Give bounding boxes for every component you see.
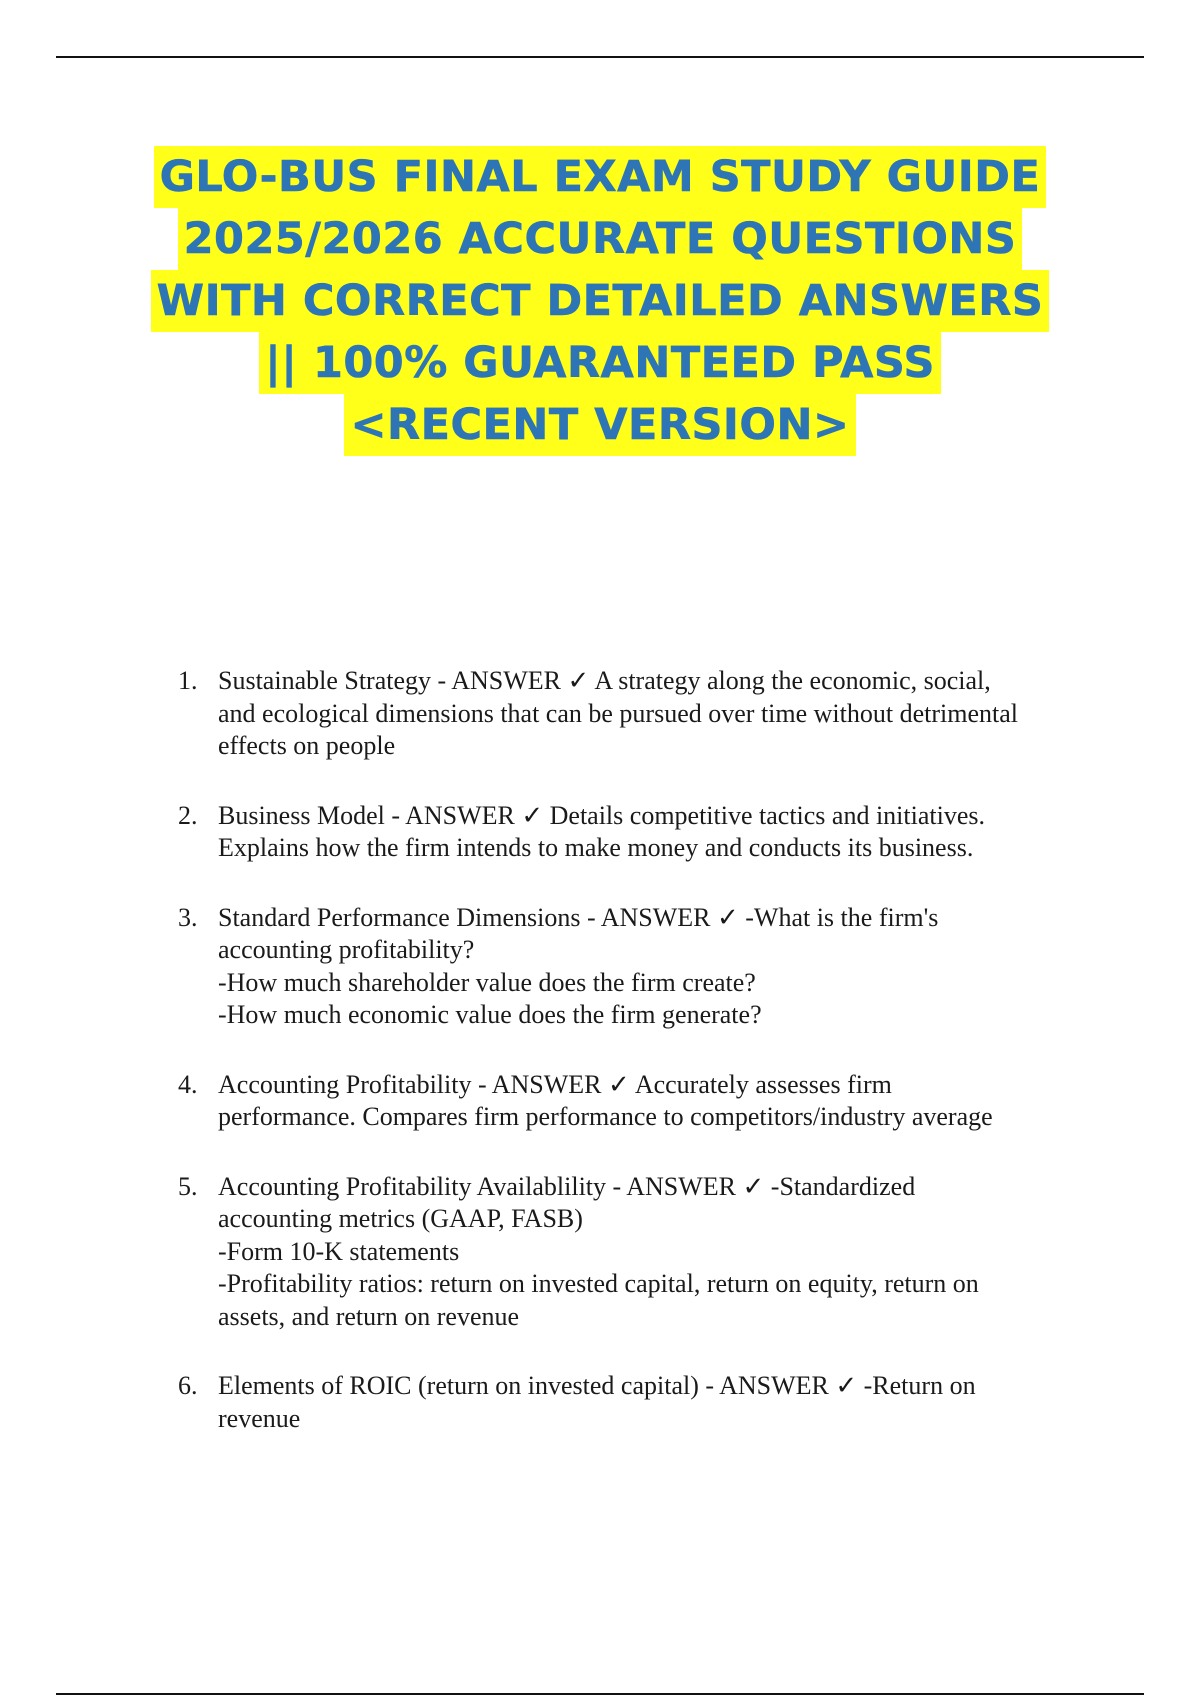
- item-text: [218, 665, 1098, 763]
- item-text: [218, 902, 1098, 1032]
- item-number: 2.: [178, 800, 198, 830]
- item-line: -How much shareholder value does the firm create?: [218, 967, 756, 997]
- item-line: and ecological dimensions that can be pursued over time without detrimental: [218, 698, 1018, 728]
- item-line: performance. Compares firm performance to competitors/industry average: [218, 1102, 993, 1131]
- title-line-4: || 100% GUARANTEED PASS: [259, 332, 941, 394]
- item-line: Sustainable Strategy - ANSWER ✓ A strategy along the economic, social,: [218, 666, 991, 695]
- list-item: [178, 1171, 1098, 1334]
- title-line-2: 2025/2026 ACCURATE QUESTIONS: [178, 208, 1023, 270]
- list-item: [178, 1069, 1098, 1134]
- item-number: 5.: [178, 1171, 198, 1201]
- list-item: [178, 902, 1098, 1032]
- item-line: -Profitability ratios: return on invested capital, return on equity, return on: [218, 1269, 979, 1298]
- item-line: accounting metrics (GAAP, FASB): [218, 1204, 583, 1233]
- item-line: revenue: [218, 1403, 301, 1433]
- item-text: [218, 1370, 1098, 1435]
- item-number: 3.: [178, 902, 198, 932]
- list-item: [178, 800, 1098, 865]
- list-item: [178, 665, 1098, 763]
- item-line: -Form 10-K statements: [218, 1236, 460, 1266]
- item-line: Elements of ROIC (return on invested capital) - ANSWER ✓ -Return on: [218, 1371, 976, 1400]
- title-line-3: WITH CORRECT DETAILED ANSWERS: [151, 270, 1050, 332]
- item-number: 4.: [178, 1069, 198, 1099]
- document-title: [60, 146, 1140, 456]
- item-text: [218, 1069, 1098, 1134]
- item-text: [218, 1171, 1098, 1334]
- item-line: accounting profitability?: [218, 935, 475, 964]
- question-answer-list: [178, 665, 1098, 1472]
- item-text: [218, 800, 1098, 865]
- item-line: assets, and return on revenue: [218, 1301, 520, 1331]
- item-number: 6.: [178, 1371, 198, 1400]
- item-number: 1.: [178, 666, 198, 695]
- item-line: Explains how the firm intends to make money and conducts its business.: [218, 833, 974, 862]
- title-line-1: GLO-BUS FINAL EXAM STUDY GUIDE: [154, 146, 1047, 208]
- item-line: Accounting Profitability Availablility - ANSWER ✓ -Standardized: [218, 1171, 916, 1201]
- item-line: Accounting Profitability - ANSWER ✓ Accurately assesses firm: [218, 1069, 892, 1099]
- item-line: effects on people: [218, 731, 396, 760]
- item-line: Business Model - ANSWER ✓ Details competitive tactics and initiatives.: [218, 800, 985, 830]
- footer-rule: [56, 1693, 1144, 1695]
- title-line-5: <RECENT VERSION>: [344, 394, 855, 456]
- item-line: Standard Performance Dimensions - ANSWER ✓ -What is the firm's: [218, 902, 939, 932]
- list-item: [178, 1370, 1098, 1435]
- header-rule: [56, 56, 1144, 58]
- item-line: -How much economic value does the firm generate?: [218, 1000, 762, 1029]
